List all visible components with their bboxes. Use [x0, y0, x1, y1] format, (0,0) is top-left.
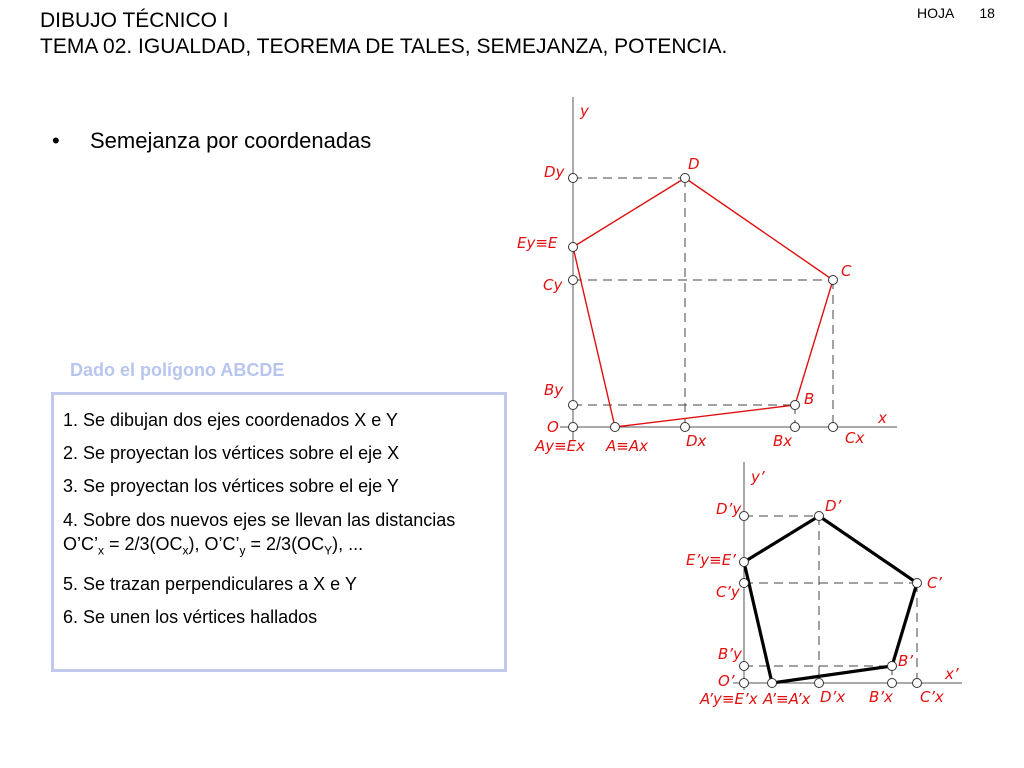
step-4-sub-x: x — [98, 543, 104, 558]
projection-lines-1 — [573, 178, 833, 427]
label-AyEx: Ay≡Ex — [535, 437, 586, 455]
projection-lines-2 — [744, 516, 917, 683]
polygon-similar — [744, 516, 917, 683]
label-Bx: Bx — [773, 432, 793, 450]
label-D: D — [688, 155, 700, 173]
step-4-mid2: ), O’C’ — [188, 534, 240, 554]
label-AAx-prime: A’≡A’x — [763, 690, 811, 708]
label-x-prime: x’ — [945, 665, 959, 683]
label-Cx-prime: C’x — [920, 688, 944, 706]
title-line-1: DIBUJO TÉCNICO I — [40, 9, 229, 32]
step-3: 3. Se proyectan los vértices sobre el eje Y — [63, 476, 399, 496]
bullet-dot: • — [52, 128, 60, 153]
step-4-sub-Y: Y — [324, 543, 333, 558]
polygon-abcde — [573, 178, 833, 427]
step-5: 5. Se trazan perpendiculares a X e Y — [63, 573, 357, 594]
step-1: 1. Se dibujan dos ejes coordenados X e Y — [63, 410, 398, 430]
label-D-prime: D’ — [825, 497, 842, 515]
sheet-label: HOJA — [917, 5, 954, 21]
step-4-end: ), ... — [332, 534, 364, 554]
step-2: 2. Se proyectan los vértices sobre el eje X — [63, 443, 400, 463]
label-EyE-prime: E’y≡E’ — [686, 551, 736, 569]
label-Bx-prime: B’x — [869, 688, 893, 706]
step-4-mid1: = 2/3(OC — [104, 534, 183, 554]
label-x: x — [878, 409, 887, 427]
label-By-prime: B’y — [718, 645, 742, 663]
label-Cy: Cy — [543, 276, 563, 294]
label-Dy: Dy — [544, 163, 565, 181]
step-6: 6. Se unen los vértices hallados — [63, 606, 318, 627]
step-4-sub-y: y — [239, 543, 246, 558]
label-AAx: A≡Ax — [606, 437, 648, 455]
sheet-number: 18 — [979, 5, 995, 21]
diagram-original — [517, 97, 897, 455]
label-AyEx-prime: A’y≡E’x — [700, 690, 758, 708]
label-O: O — [547, 418, 559, 436]
label-C-prime: C’ — [927, 574, 942, 592]
label-Dy-prime: D’y — [716, 500, 742, 518]
diagram-similar — [686, 462, 962, 708]
step-4-text: 4. Sobre dos nuevos ejes se llevan las distancias O’C’ — [63, 510, 456, 554]
label-O-prime: O’ — [718, 672, 735, 690]
label-Cy-prime: C’y — [716, 583, 740, 601]
bullet-text: Semejanza por coordenadas — [90, 128, 372, 153]
label-C: C — [841, 262, 852, 280]
step-4-sub-x2: x — [182, 543, 189, 558]
label-By: By — [544, 381, 564, 399]
label-Cx: Cx — [845, 429, 865, 447]
label-B: B — [804, 390, 815, 408]
title-line-2: TEMA 02. IGUALDAD, TEOREMA DE TALES, SEMEJANZA, POTENCIA. — [40, 35, 728, 58]
label-EyE: Ey≡E — [517, 234, 558, 252]
label-y: y — [580, 102, 589, 120]
points-1 — [569, 174, 838, 432]
step-4-mid3: = 2/3(OC — [245, 534, 325, 554]
caption: Dado el polígono ABCDE — [70, 360, 285, 380]
label-Dx: Dx — [686, 432, 707, 450]
label-Dx-prime: D’x — [820, 688, 846, 706]
label-B-prime: B’ — [898, 652, 914, 670]
label-y-prime: y’ — [751, 468, 765, 486]
